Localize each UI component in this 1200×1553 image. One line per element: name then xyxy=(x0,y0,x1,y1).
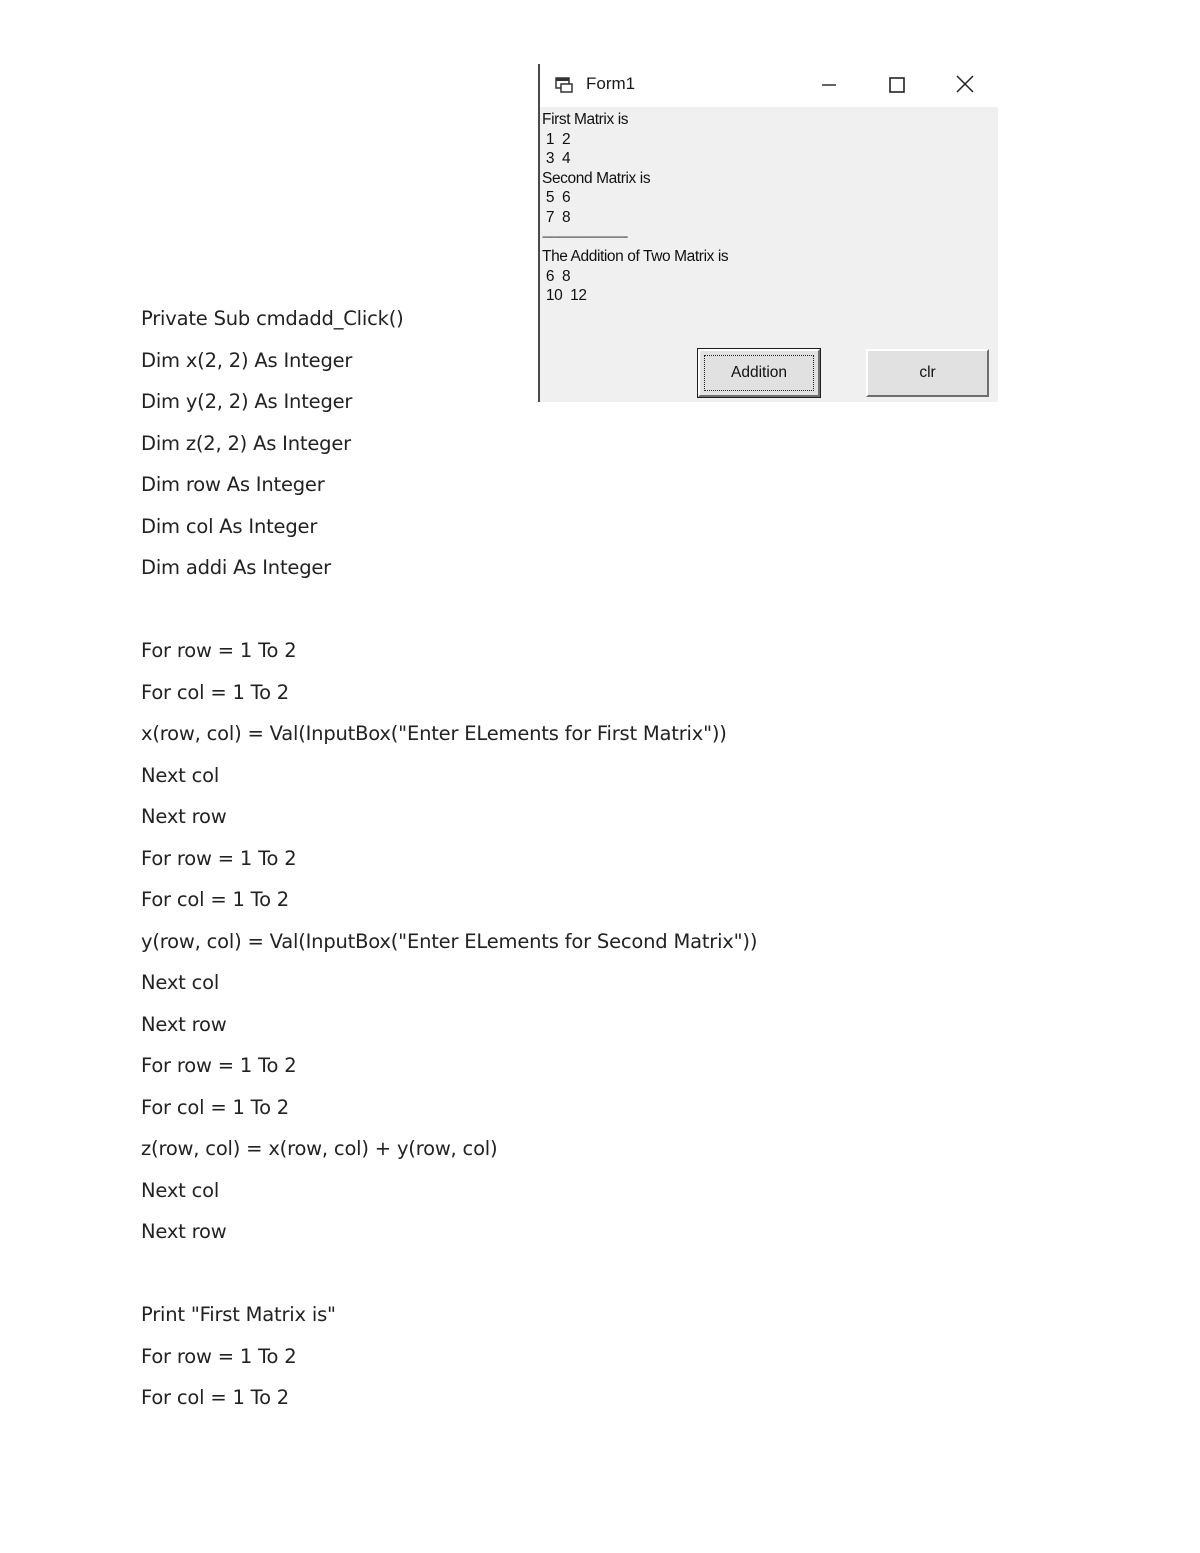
code-line: Next col xyxy=(141,1178,220,1202)
code-line: Dim col As Integer xyxy=(141,514,318,538)
output-line: 3 4 xyxy=(542,150,571,168)
code-line: Next row xyxy=(141,1012,227,1036)
minimize-icon[interactable] xyxy=(814,72,844,98)
output-line: 7 8 xyxy=(542,208,571,226)
output-line: First Matrix is xyxy=(542,111,629,128)
form-output xyxy=(542,110,728,306)
code-line: Next row xyxy=(141,805,227,828)
code-line: Print "First Matrix is" xyxy=(141,1303,336,1326)
title-bar[interactable] xyxy=(540,64,998,107)
code-line: For row = 1 To 2 xyxy=(141,1344,297,1368)
code-line xyxy=(141,598,757,640)
app-icon[interactable] xyxy=(554,76,574,94)
output-line: 6 8 xyxy=(542,267,571,285)
code-line: Next row xyxy=(141,1220,227,1243)
code-line: For row = 1 To 2 xyxy=(141,846,297,870)
close-icon[interactable] xyxy=(950,72,980,98)
addition-button-label: Addition xyxy=(730,364,787,381)
code-line: z(row, col) = x(row, col) + y(row, col) xyxy=(141,1137,498,1160)
output-line: 5 6 xyxy=(542,189,571,207)
code-line: Next col xyxy=(141,971,220,994)
code-line: For col = 1 To 2 xyxy=(141,1095,290,1119)
code-line: For col = 1 To 2 xyxy=(141,888,290,911)
code-line: For row = 1 To 2 xyxy=(141,1054,297,1077)
clr-button[interactable] xyxy=(866,349,989,397)
code-line: For row = 1 To 2 xyxy=(141,639,297,662)
code-line xyxy=(141,1262,757,1304)
code-line: Dim row As Integer xyxy=(141,473,325,496)
code-listing xyxy=(141,307,757,1428)
maximize-icon[interactable] xyxy=(882,72,912,98)
output-line: 10 12 xyxy=(542,287,587,305)
output-line: Second Matrix is xyxy=(542,169,651,187)
output-line: The Addition of Two Matrix is xyxy=(542,248,729,266)
clr-button-label: clr xyxy=(919,364,936,381)
code-line: Private Sub cmdadd_Click() xyxy=(141,307,404,330)
code-line: Dim addi As Integer xyxy=(141,556,331,579)
code-line: y(row, col) = Val(InputBox("Enter ELements for Second Matrix")) xyxy=(141,929,758,953)
window-title: Form1 xyxy=(586,74,636,93)
code-line: Dim x(2, 2) As Integer xyxy=(141,348,353,372)
output-line: 1 2 xyxy=(542,130,571,148)
code-line: Next col xyxy=(141,763,220,787)
output-separator: -------------------------------- xyxy=(542,230,628,243)
code-line: Dim y(2, 2) As Integer xyxy=(141,390,353,413)
code-line: x(row, col) = Val(InputBox("Enter ELements for First Matrix")) xyxy=(141,722,727,745)
code-line: For col = 1 To 2 xyxy=(141,1386,290,1409)
code-line: Dim z(2, 2) As Integer xyxy=(141,431,351,455)
code-line: For col = 1 To 2 xyxy=(141,680,290,704)
